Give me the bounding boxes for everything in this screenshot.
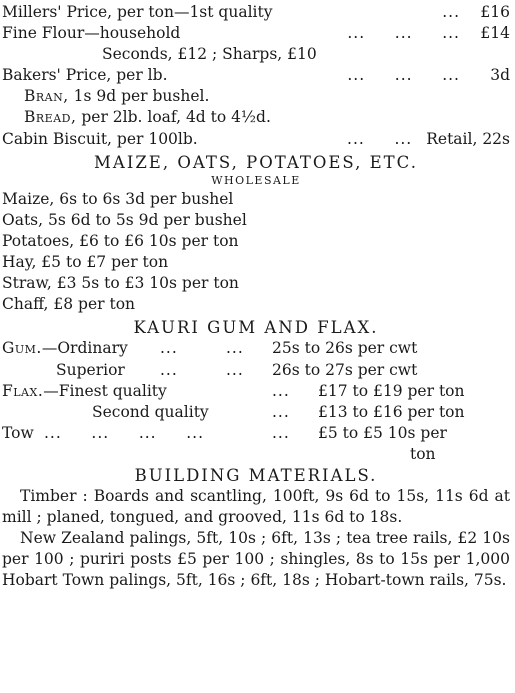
leader-dots: ... (272, 381, 290, 400)
wholesale-subheading: WHOLESALE (211, 173, 301, 187)
palings-paragraph: New Zealand palings, 5ft, 10s ; 6ft, 13s ; tea tree rails, £2 10s per 100 ; puriri posts £5 per 100 ; shingles, 8s to 15s per 1,000 Hobart Town palings, 5ft, 16s ; 6ft, 18s ; Hobart-town rails, 75s. (2, 529, 510, 590)
leader-dots: ... (160, 339, 178, 358)
flax-finest-row (2, 381, 510, 402)
potatoes-item: Potatoes, £6 to £6 10s per ton (2, 231, 239, 250)
gum-superior-row (2, 360, 510, 381)
bread-text: per 2lb. loaf, 4d to 4½d. (81, 108, 271, 127)
bran-label: Bran, (24, 87, 69, 106)
kauri-heading: KAURI GUM AND FLAX. (133, 318, 379, 338)
bakers-price-row (2, 65, 510, 86)
leader-dots: ... ... ... (347, 66, 460, 85)
leader-dots: ... ... ... ... (44, 423, 205, 442)
gum-ordinary-label: —Ordinary (41, 339, 128, 358)
leader-dots: ... (272, 423, 290, 442)
flax-second-value: £13 to £16 per ton (318, 402, 465, 421)
seconds-sharps-row (2, 44, 510, 65)
tow-value-continuation: ton (410, 444, 436, 463)
flax-second-row (2, 402, 510, 423)
gum-label: Gum. (2, 339, 42, 358)
gum-ordinary-value: 25s to 26s per cwt (272, 339, 418, 358)
millers-price-value: £16 (480, 3, 510, 21)
leader-dots: ... ... ... (347, 24, 460, 43)
gum-ordinary-row (2, 338, 510, 359)
tow-value: £5 to £5 10s per (318, 423, 447, 442)
seconds-sharps-text: Seconds, £12 ; Sharps, £10 (102, 45, 317, 64)
gum-superior-value: 26s to 27s per cwt (272, 360, 418, 379)
leader-dots: ... (226, 360, 244, 379)
tow-label: Tow (2, 423, 34, 442)
bakers-price-label: Bakers' Price, per lb. (2, 66, 168, 85)
leader-dots: ... ... (347, 129, 413, 148)
fine-flour-label: Fine Flour—household (2, 24, 181, 43)
oats-item: Oats, 5s 6d to 5s 9d per bushel (2, 210, 247, 229)
bakers-price-value: 3d (490, 66, 510, 85)
straw-item: Straw, £3 5s to £3 10s per ton (2, 274, 239, 293)
chaff-item: Chaff, £8 per ton (2, 295, 136, 314)
bread-label: Bread, (24, 108, 77, 127)
flax-label: Flax. (2, 381, 44, 400)
timber-paragraph: Timber : Boards and scantling, 100ft, 9s 6d to 15s, 11s 6d at mill ; planed, tongued, and grooved, 11s 6d to 18s. (2, 487, 510, 527)
millers-price-label: Millers' Price, per ton—1st quality (2, 3, 273, 21)
cabin-biscuit-label: Cabin Biscuit, per 100lb. (2, 129, 198, 148)
gum-superior-label: Superior (56, 360, 125, 379)
flax-finest-value: £17 to £19 per ton (318, 381, 465, 400)
leader-dots: ... (442, 3, 460, 21)
bran-text: 1s 9d per bushel. (73, 87, 210, 106)
leader-dots: ... (272, 402, 290, 421)
building-heading: BUILDING MATERIALS. (134, 465, 378, 485)
leader-dots: ... (226, 339, 244, 358)
cabin-biscuit-row (2, 129, 510, 150)
bread-row (2, 107, 510, 128)
maize-heading: MAIZE, OATS, POTATOES, ETC. (94, 152, 418, 172)
tow-row (2, 423, 510, 444)
bran-row (2, 86, 510, 107)
price-list-document (2, 2, 510, 591)
flax-finest-label: —Finest quality (43, 381, 167, 400)
cabin-biscuit-value: Retail, 22s (426, 129, 510, 148)
fine-flour-value: £14 (480, 24, 510, 43)
hay-item: Hay, £5 to £7 per ton (2, 253, 169, 272)
leader-dots: ... (160, 360, 178, 379)
flax-second-label: Second quality (92, 402, 209, 421)
maize-item: Maize, 6s to 6s 3d per bushel (2, 189, 234, 208)
millers-price-row (2, 2, 510, 23)
fine-flour-row (2, 23, 510, 44)
